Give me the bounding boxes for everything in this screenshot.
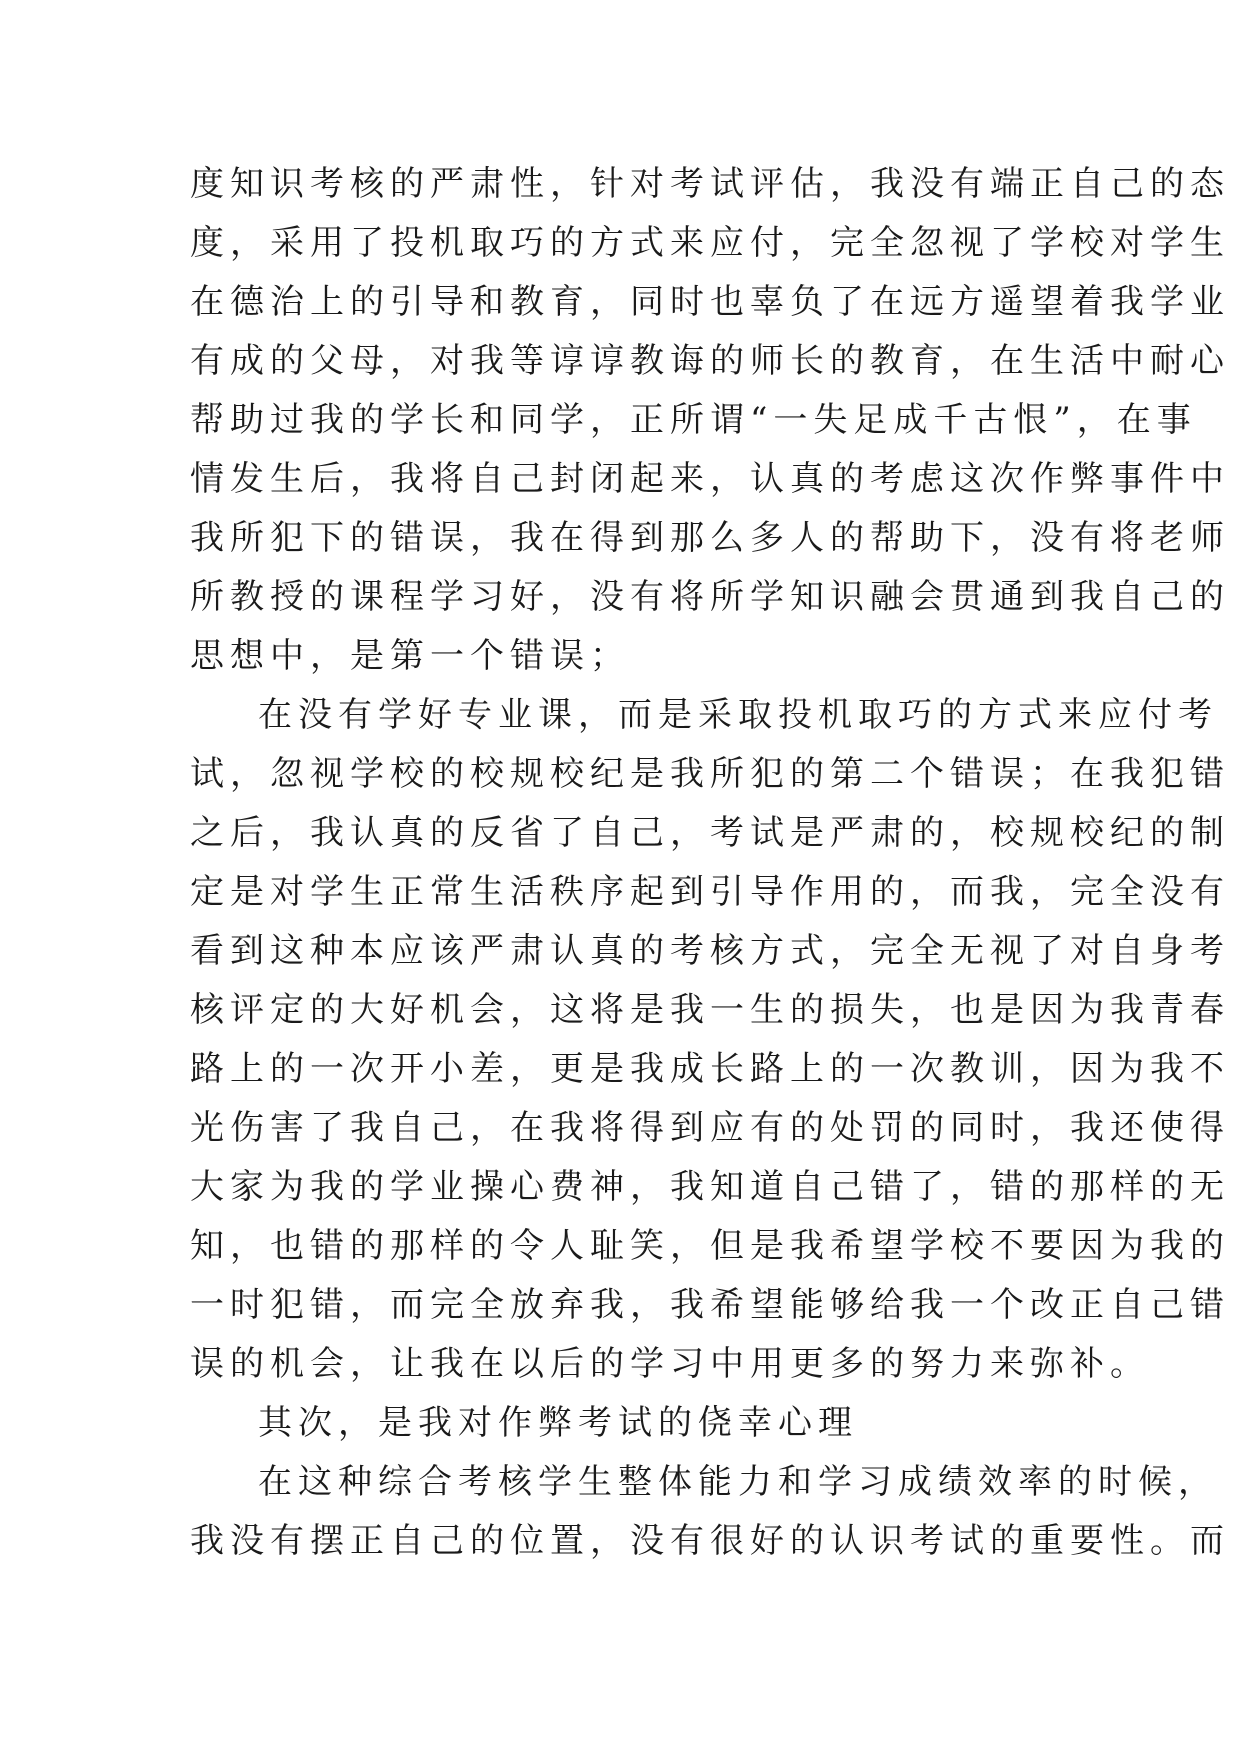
text-line: 帮助过我的学长和同学，正所谓“一失足成千古恨”，在事 — [190, 400, 1197, 440]
paragraph-3 — [190, 1394, 1060, 1453]
text-line: 情发生后，我将自己封闭起来，认真的考虑这次作弊事件中 — [190, 459, 1230, 499]
text-line: 路上的一次开小差，更是我成长路上的一次教训，因为我不 — [190, 1049, 1230, 1089]
text-line: 误的机会，让我在以后的学习中用更多的努力来弥补。 — [190, 1344, 1150, 1384]
text-line: 在没有学好专业课，而是采取投机取巧的方式来应付考 — [258, 695, 1218, 735]
text-line: 光伤害了我自己，在我将得到应有的处罚的同时，我还使得 — [190, 1108, 1230, 1148]
text-line: 所教授的课程学习好，没有将所学知识融会贯通到我自己的 — [190, 577, 1230, 617]
text-line: 我没有摆正自己的位置，没有很好的认识考试的重要性。而 — [190, 1521, 1230, 1561]
text-line: 在这种综合考核学生整体能力和学习成绩效率的时候， — [258, 1462, 1218, 1502]
text-line: 一时犯错，而完全放弃我，我希望能够给我一个改正自己错 — [190, 1285, 1230, 1325]
text-line: 核评定的大好机会，这将是我一生的损失，也是因为我青春 — [190, 990, 1230, 1030]
text-line: 定是对学生正常生活秩序起到引导作用的，而我，完全没有 — [190, 872, 1230, 912]
text-line: 思想中，是第一个错误； — [190, 636, 630, 676]
text-line: 度，采用了投机取巧的方式来应付，完全忽视了学校对学生 — [190, 223, 1230, 263]
text-line: 之后，我认真的反省了自己，考试是严肃的，校规校纪的制 — [190, 813, 1230, 853]
text-line: 看到这种本应该严肃认真的考核方式，完全无视了对自身考 — [190, 931, 1230, 971]
paragraph-1 — [190, 155, 1230, 686]
paragraph-2 — [190, 686, 1230, 1394]
text-line: 我所犯下的错误，我在得到那么多人的帮助下，没有将老师 — [190, 518, 1230, 558]
text-line: 度知识考核的严肃性，针对考试评估，我没有端正自己的态 — [190, 164, 1230, 204]
text-line: 有成的父母，对我等谆谆教诲的师长的教育，在生活中耐心 — [190, 341, 1230, 381]
text-line: 知，也错的那样的令人耻笑，但是我希望学校不要因为我的 — [190, 1226, 1230, 1266]
text-line: 其次，是我对作弊考试的侥幸心理 — [258, 1403, 858, 1443]
text-line: 试，忽视学校的校规校纪是我所犯的第二个错误；在我犯错 — [190, 754, 1230, 794]
text-line: 大家为我的学业操心费神，我知道自己错了，错的那样的无 — [190, 1167, 1230, 1207]
body-text — [190, 155, 1230, 1571]
text-line: 在德治上的引导和教育，同时也辜负了在远方遥望着我学业 — [190, 282, 1230, 322]
paragraph-4 — [190, 1453, 1230, 1571]
